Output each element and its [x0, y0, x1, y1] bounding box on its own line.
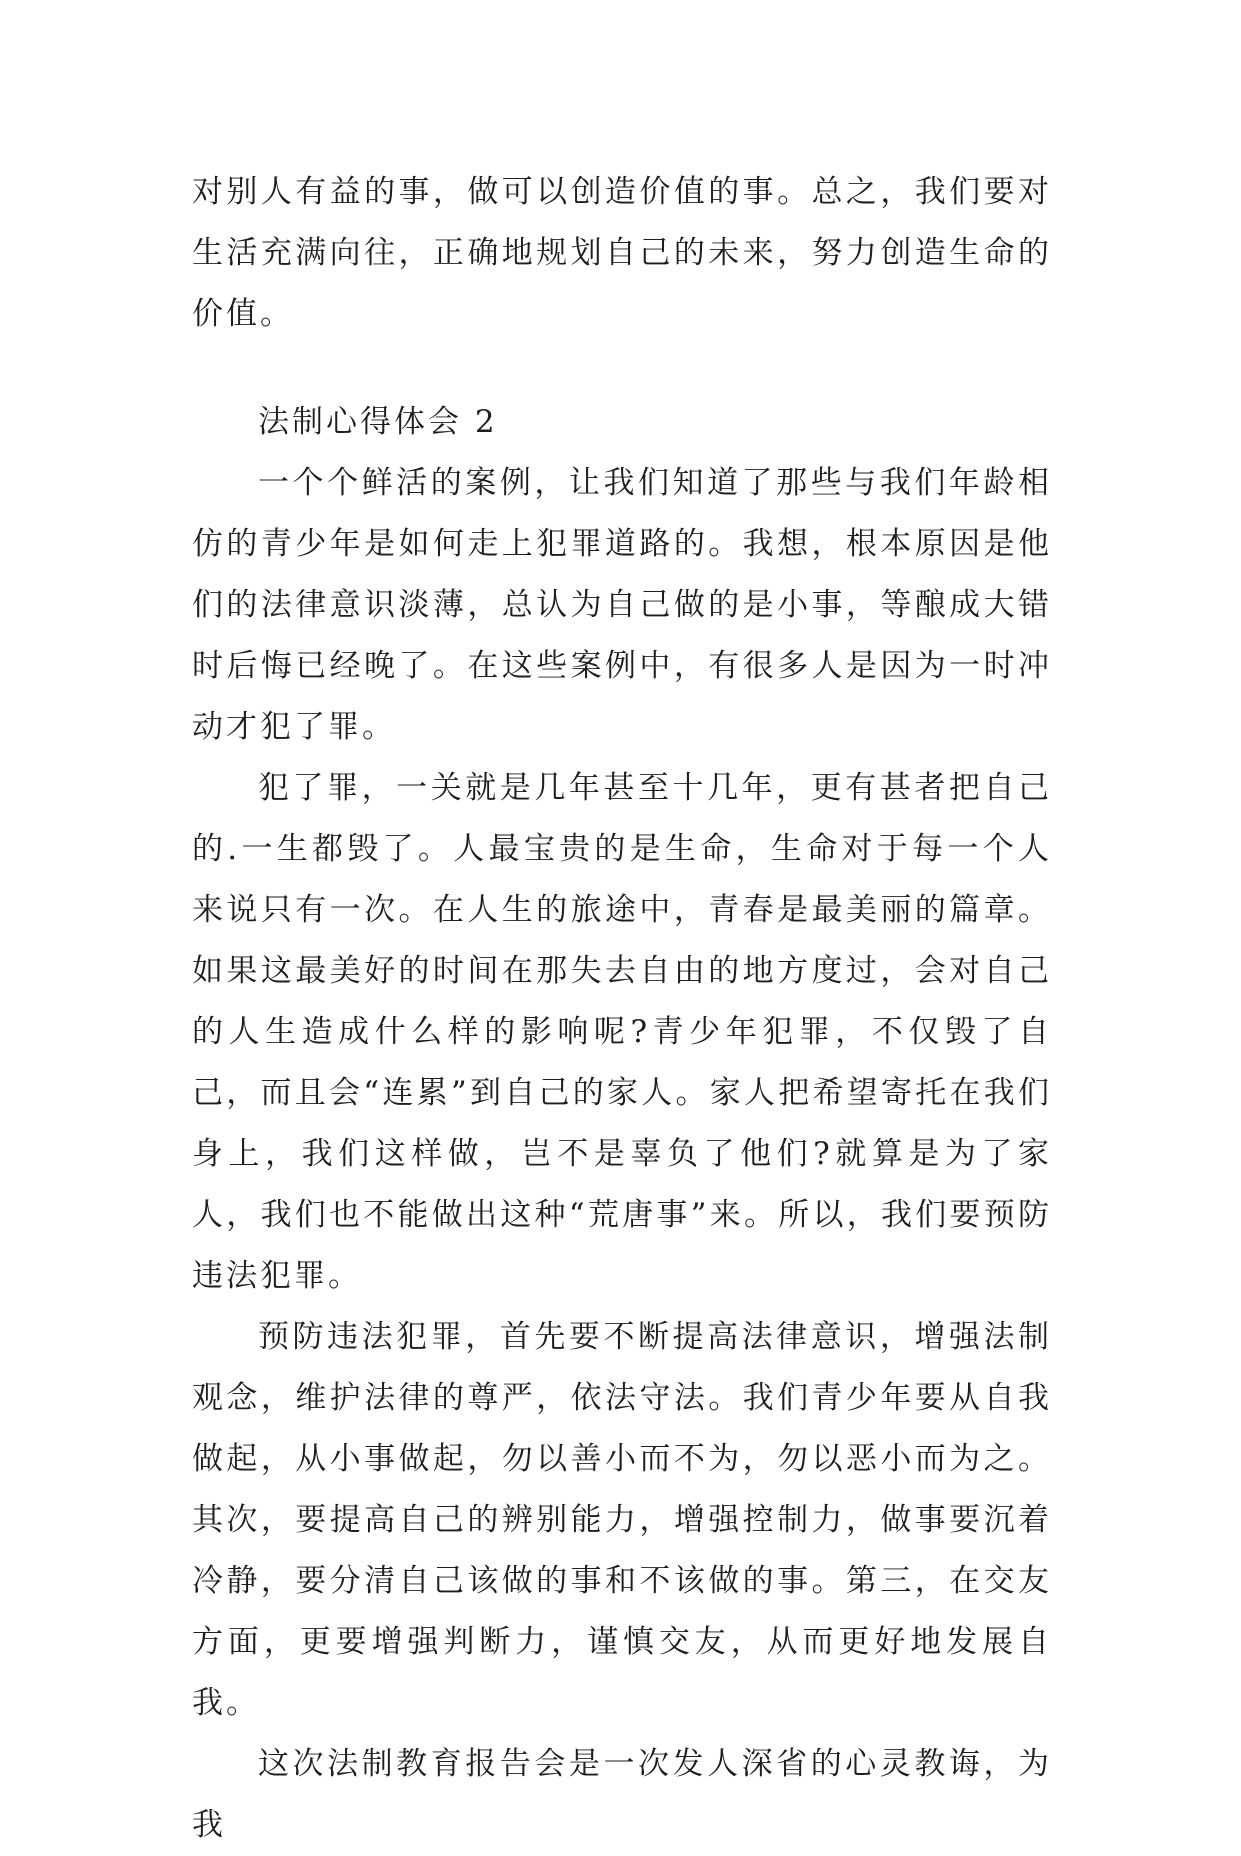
- paragraph: 一个个鲜活的案例，让我们知道了那些与我们年龄相仿的青少年是如何走上犯罪道路的。我想，根本原因是他们的法律意识淡薄，总认为自己做的是小事，等酿成大错时后悔已经晚了。在这些案例中，有很多人是因为一时冲动才犯了罪。: [192, 465, 1052, 745]
- paragraph: 这次法制教育报告会是一次发人深省的心灵教诲，为我: [192, 1746, 1052, 1843]
- paragraph-continued: 对别人有益的事，做可以创造价值的事。总之，我们要对生活充满向往，正确地规划自己的未来，努力创造生命的价值。: [192, 174, 1052, 332]
- document-body: [192, 162, 1052, 1856]
- section-title: 法制心得体会 2: [258, 404, 498, 440]
- paragraph: 预防违法犯罪，首先要不断提高法律意识，增强法制观念，维护法律的尊严，依法守法。我们青少年要从自我做起，从小事做起，勿以善小而不为，勿以恶小而为之。其次，要提高自己的辨别能力，增强控制力，做事要沉着冷静，要分清自己该做的事和不该做的事。第三，在交友方面，更要增强判断力，谨慎交友，从而更好地发展自我。: [192, 1319, 1052, 1721]
- paragraph: 犯了罪，一关就是几年甚至十几年，更有甚者把自己的.一生都毁了。人最宝贵的是生命，生命对于每一个人来说只有一次。在人生的旅途中，青春是最美丽的篇章。如果这最美好的时间在那失去自由的地方度过，会对自己的人生造成什么样的影响呢?青少年犯罪，不仅毁了自己，而且会“连累”到自己的家人。家人把希望寄托在我们身上，我们这样做，岂不是辜负了他们?就算是为了家人，我们也不能做出这种“荒唐事”来。所以，我们要预防违法犯罪。: [192, 770, 1052, 1294]
